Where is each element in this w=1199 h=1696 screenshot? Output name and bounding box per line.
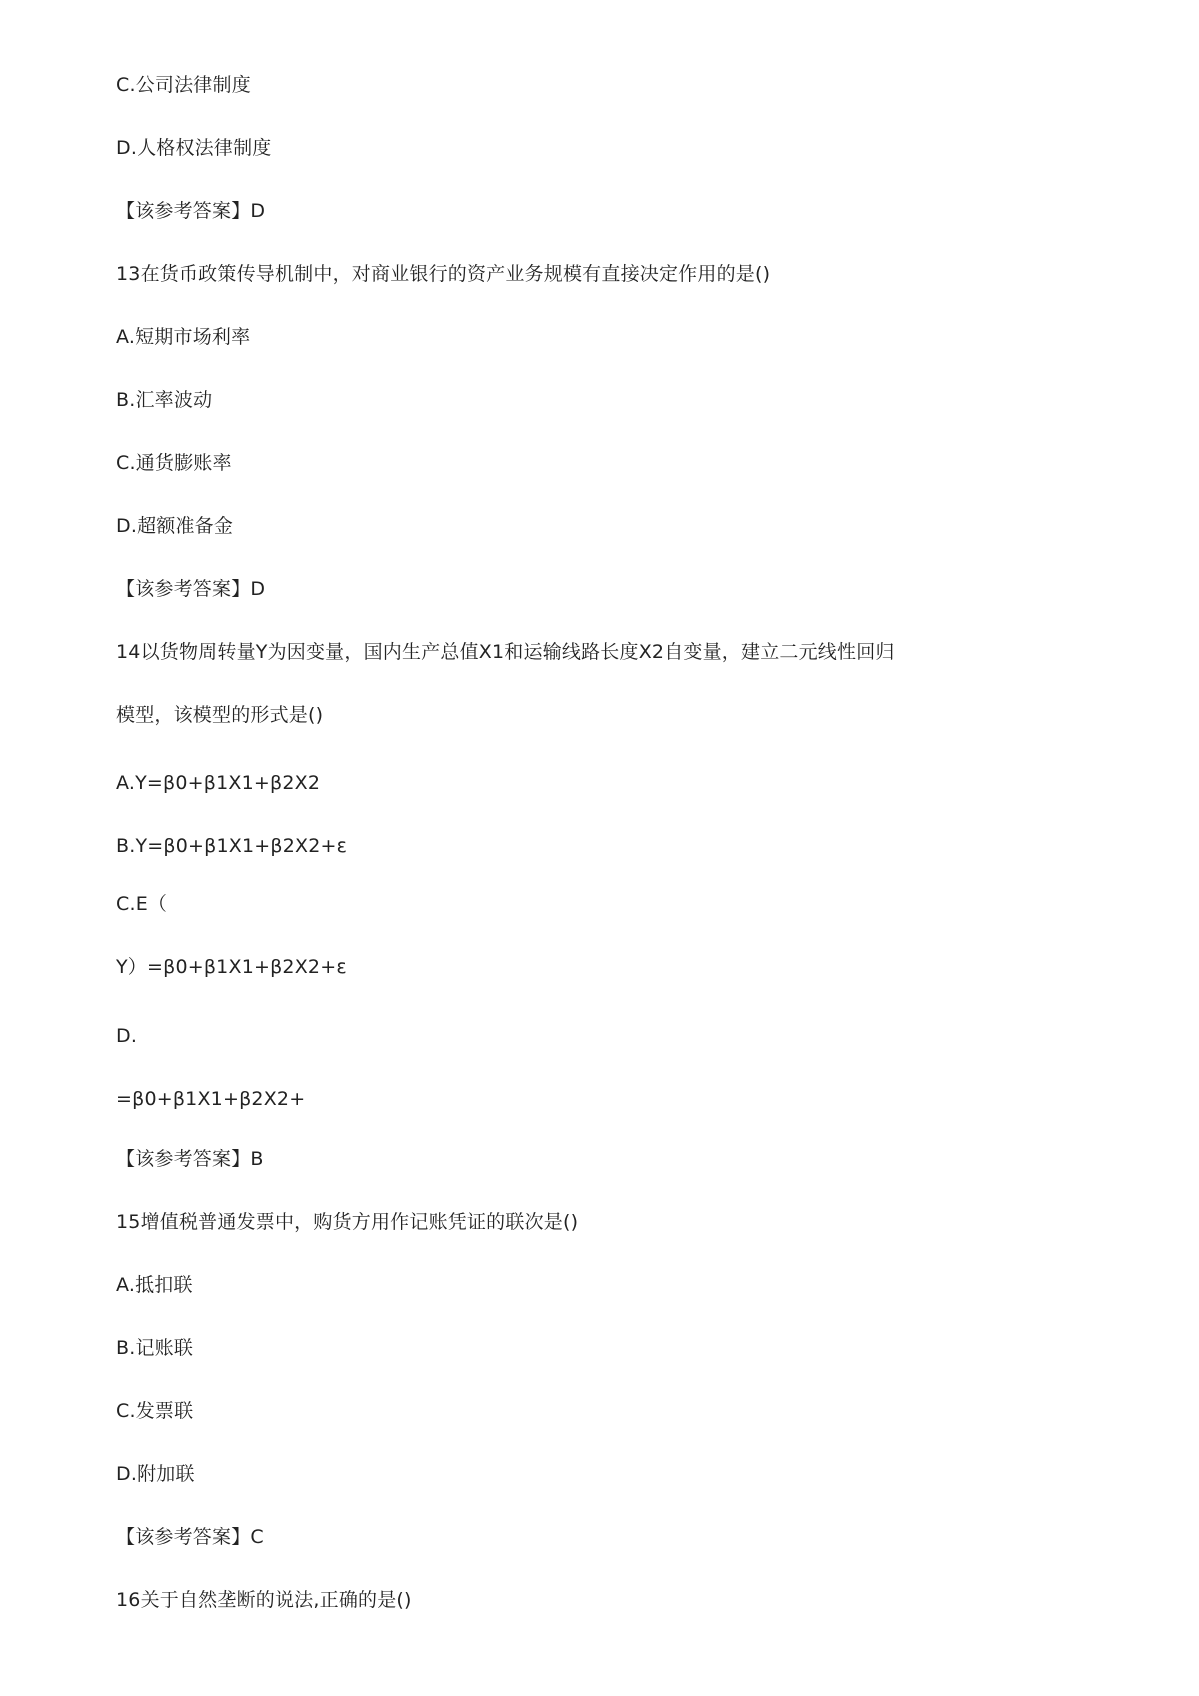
option-d-personality-law: D.人格权法律制度 bbox=[116, 137, 272, 159]
answer-14: 【该参考答案】B bbox=[116, 1148, 264, 1170]
question-16: 16关于自然垄断的说法,正确的是() bbox=[116, 1589, 412, 1611]
q14-option-c-line-1: C.E（ bbox=[116, 893, 168, 915]
q15-option-a: A.抵扣联 bbox=[116, 1274, 193, 1296]
question-14-line-2: 模型，该模型的形式是() bbox=[116, 704, 324, 726]
answer-13: 【该参考答案】D bbox=[116, 578, 266, 600]
answer-15: 【该参考答案】C bbox=[116, 1526, 264, 1548]
q14-option-c-line-2: Y）=β0+β1X1+β2X2+ε bbox=[116, 956, 347, 978]
question-13: 13在货币政策传导机制中，对商业银行的资产业务规模有直接决定作用的是() bbox=[116, 263, 771, 285]
q13-option-d: D.超额准备金 bbox=[116, 515, 234, 537]
option-c-company-law: C.公司法律制度 bbox=[116, 74, 251, 96]
q13-option-c: C.通货膨账率 bbox=[116, 452, 232, 474]
q15-option-c: C.发票联 bbox=[116, 1400, 194, 1422]
question-15: 15增值税普通发票中，购货方用作记账凭证的联次是() bbox=[116, 1211, 579, 1233]
q15-option-d: D.附加联 bbox=[116, 1463, 195, 1485]
q14-option-b: B.Y=β0+β1X1+β2X2+ε bbox=[116, 835, 348, 857]
q14-option-d-line-2: =β0+β1X1+β2X2+ bbox=[116, 1088, 306, 1110]
q14-option-a: A.Y=β0+β1X1+β2X2 bbox=[116, 772, 321, 794]
question-14-line-1: 14以货物周转量Y为因变量，国内生产总值X1和运输线路长度X2自变量，建立二元线性回归 bbox=[116, 641, 895, 663]
answer-12: 【该参考答案】D bbox=[116, 200, 266, 222]
q14-option-d-line-1: D. bbox=[116, 1025, 138, 1047]
q13-option-a: A.短期市场利率 bbox=[116, 326, 251, 348]
q13-option-b: B.汇率波动 bbox=[116, 389, 213, 411]
q15-option-b: B.记账联 bbox=[116, 1337, 194, 1359]
